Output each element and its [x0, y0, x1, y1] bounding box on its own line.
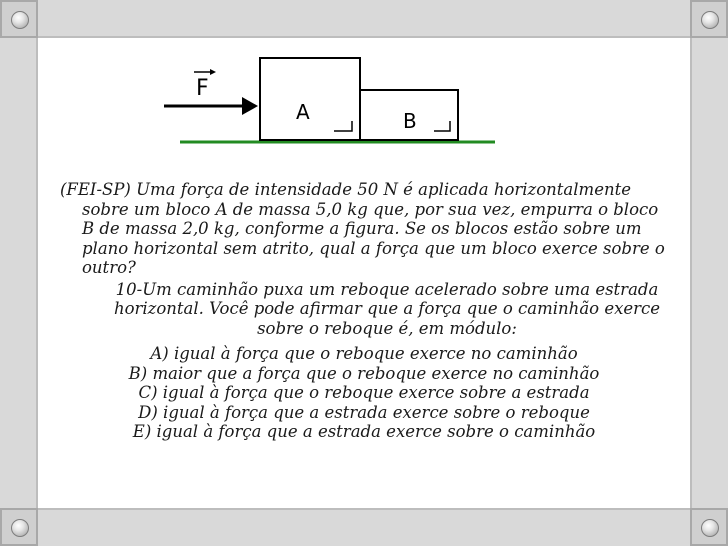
block-a: [260, 58, 360, 140]
slide-text: [60, 180, 668, 442]
rivet-icon: [701, 519, 719, 537]
corner-bottom-right: [690, 508, 728, 546]
option-b: B) maior que a força que o reboque exerce no caminhão: [128, 363, 600, 383]
force-label: F: [196, 76, 209, 101]
frame-right: [690, 38, 728, 508]
rivet-icon: [11, 519, 29, 537]
question2-paragraph: 10-Um caminhão puxa um reboque acelerado sobre uma estrada horizontal. Você pode afirmar que a força que o caminhão exerce sobre o reboque é, em módulo:: [113, 279, 661, 338]
corner-top-right: [690, 0, 728, 38]
vector-arrowhead-icon: [210, 69, 216, 75]
option-a: A) igual à força que o reboque exerce no caminhão: [150, 344, 578, 363]
option-d: D) igual à força que a estrada exerce sobre o reboque: [138, 402, 590, 422]
corner-bottom-left: [0, 508, 38, 546]
corner-top-left: [0, 0, 38, 38]
blocks-figure: [150, 55, 500, 155]
force-arrow-icon: [242, 97, 258, 115]
rivet-icon: [701, 11, 719, 29]
frame-left: [0, 38, 38, 508]
option-c: C) igual à força que o reboque exerce sobre a estrada: [138, 383, 590, 402]
frame-top: [0, 0, 728, 38]
rivet-icon: [11, 11, 29, 29]
option-e: E) igual à força que a estrada exerce sobre o caminhão: [132, 422, 596, 441]
options-list: [60, 344, 668, 442]
block-b-label: B: [403, 109, 417, 133]
block-a-label: A: [296, 100, 310, 124]
frame-bottom: [0, 508, 728, 546]
question-paragraph: (FEI-SP) Uma força de intensidade 50 N é aplicada horizontalmente sobre um bloco A de massa 5,0 kg que, por sua vez, empurra o bloco B de massa 2,0 kg, conforme a figura. Se os blocos estão sobre um plano horizontal sem atrito, qual a força que um bloco exerce sobre o outro?: [60, 180, 665, 277]
